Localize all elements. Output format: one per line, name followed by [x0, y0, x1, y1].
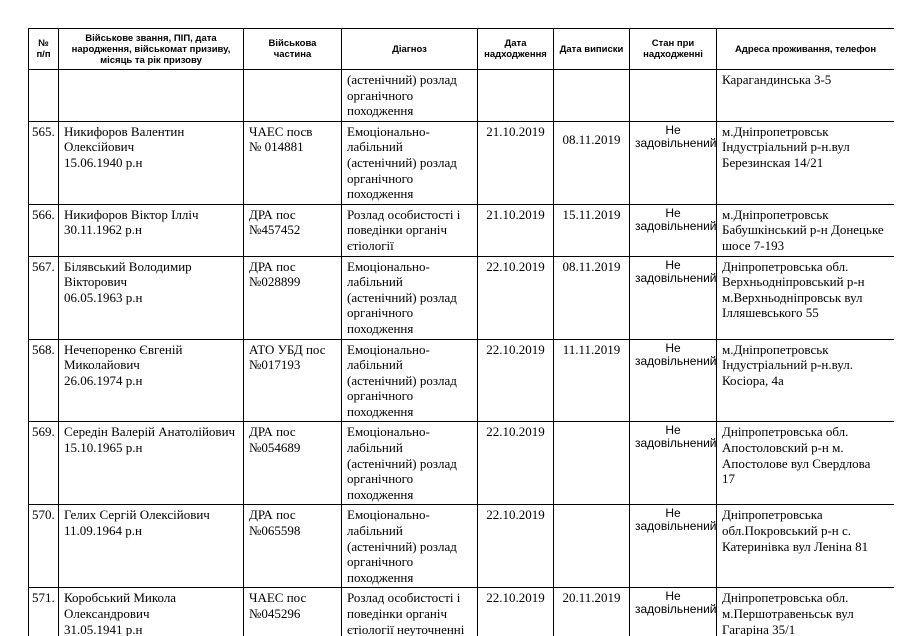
row-num: 569. — [29, 422, 59, 505]
name-line: Миколайович — [64, 357, 140, 373]
diagnosis-line: походження — [347, 320, 414, 336]
diagnosis-line: Емоціонально- — [347, 424, 430, 440]
row-state — [630, 339, 717, 422]
diagnosis-line: Емоціонально- — [347, 123, 430, 139]
address-line: шосе 7-193 — [722, 237, 785, 253]
diagnosis-line: Емоціонально- — [347, 341, 430, 357]
diagnosis-line: єтіології неуточненні — [347, 621, 465, 636]
address-line: Косіора, 4а — [722, 372, 784, 388]
row-unit — [244, 588, 342, 636]
row-name — [59, 588, 244, 636]
state-line: задовільнений — [635, 519, 717, 534]
diagnosis-line: (астенічний) розлад — [347, 455, 457, 471]
row-admitted: 22.10.2019 — [478, 422, 554, 505]
table-row — [29, 121, 895, 204]
name-line: 26.06.1974 р.н — [64, 372, 143, 388]
document-page — [28, 28, 894, 636]
diagnosis-line: походження — [347, 486, 414, 502]
state-line: задовільнений — [635, 218, 717, 233]
diagnosis-line: поведінки органіч — [347, 222, 448, 238]
unit-line: ДРА пос — [249, 424, 296, 440]
table-header-row — [29, 29, 895, 70]
row-diagnosis — [342, 422, 478, 505]
state-line: задовільнений — [635, 270, 717, 285]
unit-line: № 014881 — [249, 139, 304, 155]
address-line: 17 — [722, 471, 735, 487]
table-row — [29, 588, 895, 636]
header-name: Військове звання, ПІП, дата народження, військомат призиву, місяць та рік призову — [59, 29, 244, 70]
state-line: Не — [665, 340, 681, 355]
row-num: 570. — [29, 505, 59, 588]
row-num — [29, 70, 59, 122]
state-line: Не — [665, 257, 681, 272]
name-line: Коробський Микола — [64, 590, 177, 606]
state-line: Не — [665, 205, 681, 220]
row-state — [630, 505, 717, 588]
diagnosis-line: органічного — [347, 471, 414, 487]
address-line: Верхньодніпровський р-н — [722, 274, 865, 290]
state-line: задовільнений — [635, 602, 717, 617]
state-line: задовільнений — [635, 436, 717, 451]
diagnosis-line: лабільний — [347, 440, 403, 456]
name-line: 06.05.1963 р.н — [64, 289, 143, 305]
address-line: Березинская 14/21 — [722, 154, 824, 170]
unit-line: №054689 — [249, 440, 301, 456]
row-address — [717, 505, 895, 588]
table-row — [29, 505, 895, 588]
diagnosis-line: органічного — [347, 87, 414, 103]
diagnosis-line: (астенічний) розлад — [347, 154, 457, 170]
unit-line: ДРА пос — [249, 507, 296, 523]
row-num: 567. — [29, 256, 59, 339]
diagnosis-line: лабільний — [347, 523, 403, 539]
row-unit — [244, 204, 342, 256]
row-state — [630, 256, 717, 339]
row-unit — [244, 422, 342, 505]
address-line: м.Дніпропетровськ — [722, 341, 829, 357]
address-line: Ілляшевського 55 — [722, 305, 819, 321]
row-diagnosis — [342, 588, 478, 636]
address-line: м.Дніпропетровськ — [722, 206, 829, 222]
header-state: Стан при надходженні — [630, 29, 717, 70]
row-num: 566. — [29, 204, 59, 256]
header-discharged: Дата виписки — [554, 29, 630, 70]
row-name — [59, 121, 244, 204]
unit-line: ДРА пос — [249, 258, 296, 274]
address-line: Катеринівка вул Леніна 81 — [722, 538, 869, 554]
table-row — [29, 204, 895, 256]
unit-line: ЧАЕС пос — [249, 590, 307, 606]
unit-line: №028899 — [249, 274, 301, 290]
diagnosis-line: Розлад особистості і — [347, 590, 461, 606]
table-row — [29, 339, 895, 422]
state-line: Не — [665, 589, 681, 604]
row-address — [717, 339, 895, 422]
unit-line: №065598 — [249, 523, 301, 539]
diagnosis-line: органічного — [347, 554, 414, 570]
row-address — [717, 121, 895, 204]
unit-line: №017193 — [249, 357, 301, 373]
address-line: Індустріальний р-н.вул — [722, 139, 850, 155]
name-line: 15.10.1965 р.н — [64, 440, 143, 456]
header-admitted: Дата надходження — [478, 29, 554, 70]
address-line: Гагаріна 35/1 — [722, 621, 796, 636]
name-line: 15.06.1940 р.н — [64, 154, 143, 170]
unit-line: ЧАЕС посв — [249, 123, 313, 139]
address-line: Дніпропетровська обл. — [722, 590, 849, 606]
row-address — [717, 70, 895, 122]
unit-line: АТО УБД пос — [249, 341, 326, 357]
state-line: Не — [665, 506, 681, 521]
row-diagnosis — [342, 70, 478, 122]
row-admitted: 22.10.2019 — [478, 339, 554, 422]
row-diagnosis — [342, 339, 478, 422]
diagnosis-line: Емоціонально- — [347, 258, 430, 274]
row-admitted: 21.10.2019 — [478, 204, 554, 256]
address-line: Апостолове вул Свердлова — [722, 455, 871, 471]
diagnosis-line: лабільний — [347, 357, 403, 373]
row-unit — [244, 505, 342, 588]
name-line: Никифоров Віктор Ілліч — [64, 206, 199, 222]
row-num: 571. — [29, 588, 59, 636]
row-name — [59, 339, 244, 422]
row-discharged: 11.11.2019 — [554, 339, 630, 422]
diagnosis-line: органічного — [347, 388, 414, 404]
row-discharged: 15.11.2019 — [554, 204, 630, 256]
header-num: № п/п — [29, 29, 59, 70]
name-line: 11.09.1964 р.н — [64, 523, 142, 539]
row-name — [59, 256, 244, 339]
name-line: Гелих Сергій Олексійович — [64, 507, 210, 523]
row-admitted — [478, 70, 554, 122]
state-line: Не — [665, 122, 681, 137]
row-unit — [244, 121, 342, 204]
row-diagnosis — [342, 505, 478, 588]
table-row — [29, 422, 895, 505]
address-line: Дніпропетровська обл. — [722, 424, 849, 440]
row-state — [630, 204, 717, 256]
row-unit — [244, 339, 342, 422]
row-unit — [244, 70, 342, 122]
name-line: Вікторович — [64, 274, 128, 290]
diagnosis-line: єтіології — [347, 237, 394, 253]
diagnosis-line: (астенічний) розлад — [347, 289, 457, 305]
row-name — [59, 204, 244, 256]
row-address — [717, 256, 895, 339]
header-unit: Військова частина — [244, 29, 342, 70]
name-line: Нечепоренко Євгеній — [64, 341, 183, 357]
row-discharged: 08.11.2019 — [554, 256, 630, 339]
row-num: 568. — [29, 339, 59, 422]
patient-register-table — [28, 28, 894, 636]
address-line: м.Першотравеньськ вул — [722, 606, 854, 621]
address-line: Індустріальний р-н.вул. — [722, 357, 853, 373]
unit-line: №457452 — [249, 222, 301, 238]
row-discharged — [554, 422, 630, 505]
state-line: задовільнений — [635, 135, 717, 150]
row-name — [59, 422, 244, 505]
row-name — [59, 505, 244, 588]
address-line: обл.Покровський р-н с. — [722, 523, 852, 539]
name-line: 30.11.1962 р.н — [64, 222, 142, 238]
row-diagnosis — [342, 121, 478, 204]
name-line: Никифоров Валентин — [64, 123, 185, 139]
row-admitted: 22.10.2019 — [478, 588, 554, 636]
row-admitted: 21.10.2019 — [478, 121, 554, 204]
diagnosis-line: (астенічний) розлад — [347, 538, 457, 554]
row-discharged: 20.11.2019 — [554, 588, 630, 636]
row-admitted: 22.10.2019 — [478, 256, 554, 339]
table-row — [29, 70, 895, 122]
diagnosis-line: Емоціонально- — [347, 507, 430, 523]
row-admitted: 22.10.2019 — [478, 505, 554, 588]
unit-line: ДРА пос — [249, 206, 296, 222]
row-state — [630, 588, 717, 636]
header-diagnosis: Діагноз — [342, 29, 478, 70]
row-address — [717, 422, 895, 505]
diagnosis-line: походження — [347, 186, 414, 202]
diagnosis-line: (астенічний) розлад — [347, 72, 457, 87]
diagnosis-line: походження — [347, 103, 414, 119]
address-line: Дніпропетровська — [722, 507, 823, 523]
diagnosis-line: Розлад особистості і — [347, 206, 461, 222]
diagnosis-line: лабільний — [347, 139, 403, 155]
state-line: задовільнений — [635, 353, 717, 368]
address-line: Карагандинська 3-5 — [722, 72, 832, 87]
row-discharged — [554, 70, 630, 122]
address-line: Бабушкінський р-н Донецьке — [722, 222, 884, 238]
row-address — [717, 588, 895, 636]
row-discharged — [554, 505, 630, 588]
diagnosis-line: походження — [347, 569, 414, 585]
name-line: Олексійович — [64, 139, 135, 155]
diagnosis-line: поведінки органіч — [347, 606, 448, 621]
address-line: Апостоловский р-н м. — [722, 440, 844, 456]
address-line: м.Верхньодніпровськ вул — [722, 289, 863, 305]
diagnosis-line: походження — [347, 403, 414, 419]
row-state — [630, 422, 717, 505]
address-line: Дніпропетровська обл. — [722, 258, 849, 274]
row-diagnosis — [342, 256, 478, 339]
row-state — [630, 121, 717, 204]
name-line: 31.05.1941 р.н — [64, 621, 143, 636]
name-line: Олександрович — [64, 606, 150, 621]
table-row — [29, 256, 895, 339]
name-line: Білявський Володимир — [64, 258, 192, 274]
row-discharged: 08.11.2019 — [554, 121, 630, 204]
address-line: м.Дніпропетровськ — [722, 123, 829, 139]
row-num: 565. — [29, 121, 59, 204]
name-line: Середін Валерій Анатолійович — [64, 424, 236, 440]
row-state — [630, 70, 717, 122]
diagnosis-line: органічного — [347, 170, 414, 186]
row-diagnosis — [342, 204, 478, 256]
row-name — [59, 70, 244, 122]
state-line: Не — [665, 423, 681, 438]
row-address — [717, 204, 895, 256]
diagnosis-line: лабільний — [347, 274, 403, 290]
diagnosis-line: (астенічний) розлад — [347, 372, 457, 388]
diagnosis-line: органічного — [347, 305, 414, 321]
unit-line: №045296 — [249, 606, 301, 621]
row-unit — [244, 256, 342, 339]
header-address: Адреса проживання, телефон — [717, 29, 895, 70]
